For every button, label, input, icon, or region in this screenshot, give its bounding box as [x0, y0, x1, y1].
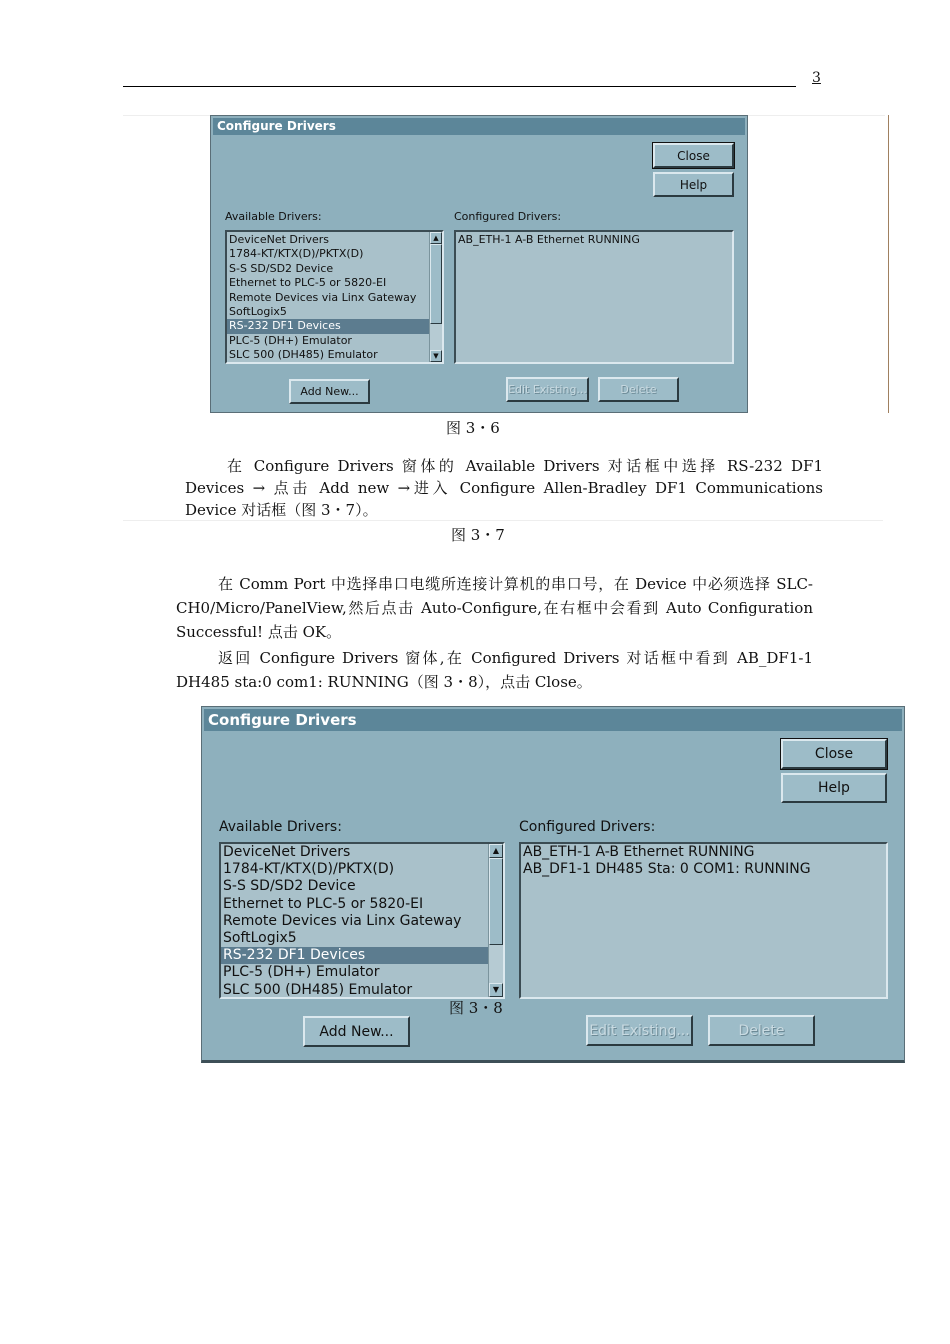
list-item[interactable]: RS-232 DF1 Devices	[227, 319, 429, 333]
available-drivers-list[interactable]	[225, 230, 444, 364]
delete-button[interactable]: Delete	[598, 377, 679, 402]
list-item[interactable]: 1784-KT/KTX(D)/PKTX(D)	[223, 861, 395, 878]
list-item[interactable]: AB_DF1-1 DH485 Sta: 0 COM1: RUNNING	[523, 861, 811, 878]
list-item[interactable]: RS-232 DF1 Devices	[221, 947, 488, 964]
header-rule	[123, 86, 796, 87]
help-button[interactable]: Help	[781, 773, 887, 803]
figure-3-6-caption: 图 3・6	[446, 419, 500, 437]
available-drivers-scrollbar[interactable]	[488, 844, 503, 997]
list-item[interactable]: PLC-5 (DH+) Emulator	[229, 333, 352, 347]
instruction-paragraph-3: 返回 Configure Drivers 窗体,在 Configured Drivers 对话框中看到 AB_DF1-1 DH485 sta:0 com1: RUNNING（图 3・8），点击 Close。	[176, 649, 813, 691]
available-drivers-label: Available Drivers:	[219, 819, 342, 835]
configured-drivers-label: Configured Drivers:	[454, 210, 562, 223]
list-item[interactable]: Ethernet to PLC-5 or 5820-EI	[229, 276, 387, 290]
list-item[interactable]: DeviceNet Drivers	[229, 233, 330, 246]
list-item[interactable]: S-S SD/SD2 Device	[229, 261, 334, 275]
list-item[interactable]: Remote Devices via Linx Gateway	[223, 912, 462, 929]
close-button[interactable]: Close	[781, 739, 887, 769]
list-item[interactable]: 1784-KT/KTX(D)/PKTX(D)	[229, 247, 364, 261]
delete-button[interactable]: Delete	[708, 1015, 815, 1046]
scroll-up-icon[interactable]: ▲	[489, 844, 503, 858]
instruction-paragraph-1: 在 Configure Drivers 窗体的 Available Drivers 对话框中选择 RS-232 DF1 Devices → 点击 Add new →进入 Configure Allen-Bradley DF1 Communications Device 对话框（图 3・7）。	[185, 457, 823, 519]
figure-3-8-caption: 图 3・8	[449, 999, 503, 1017]
add-new-button[interactable]: Add New...	[303, 1016, 410, 1047]
dialog-title: Configure Drivers	[213, 118, 745, 135]
list-item[interactable]: DeviceNet Drivers	[223, 844, 351, 860]
close-button[interactable]: Close	[653, 143, 734, 168]
instruction-paragraph-2: 在 Comm Port 中选择串口电缆所连接计算机的串口号，在 Device 中必须选择 SLC-CH0/Micro/PanelView,然后点击 Auto-Configure,在右框中会看到 Auto Configuration Successful! 点击 OK。	[176, 575, 813, 641]
available-drivers-scrollbar[interactable]	[429, 232, 442, 362]
figure-side-rule	[888, 115, 889, 413]
list-item[interactable]: AB_ETH-1 A-B Ethernet RUNNING	[523, 844, 755, 860]
scroll-up-icon[interactable]: ▲	[430, 232, 442, 244]
edit-existing-button[interactable]: Edit Existing...	[586, 1015, 693, 1046]
list-item[interactable]: SLC 500 (DH485) Emulator	[229, 348, 378, 362]
list-item[interactable]: Ethernet to PLC-5 or 5820-EI	[223, 895, 424, 912]
list-item[interactable]: PLC-5 (DH+) Emulator	[223, 964, 380, 981]
help-button[interactable]: Help	[653, 172, 734, 197]
figure-3-7-separator	[123, 520, 883, 521]
list-item[interactable]: SLC 500 (DH485) Emulator	[223, 981, 413, 998]
configured-drivers-label: Configured Drivers:	[519, 819, 656, 835]
scroll-down-icon[interactable]: ▼	[489, 983, 503, 997]
scroll-down-icon[interactable]: ▼	[430, 350, 442, 362]
edit-existing-button[interactable]: Edit Existing...	[506, 377, 589, 402]
list-item[interactable]: SoftLogix5	[223, 930, 297, 947]
scroll-thumb[interactable]	[430, 244, 442, 324]
list-item[interactable]: AB_ETH-1 A-B Ethernet RUNNING	[458, 233, 640, 246]
add-new-button[interactable]: Add New...	[289, 379, 370, 404]
list-item[interactable]: S-S SD/SD2 Device	[223, 878, 356, 895]
available-drivers-list[interactable]	[219, 842, 505, 999]
figure-3-7-caption: 图 3・7	[451, 526, 505, 544]
configured-drivers-list[interactable]	[519, 842, 888, 999]
available-drivers-label: Available Drivers:	[225, 210, 322, 223]
list-item[interactable]: SoftLogix5	[229, 305, 287, 319]
configured-drivers-list[interactable]	[454, 230, 734, 364]
configure-drivers-dialog-large	[201, 706, 905, 1063]
scroll-thumb[interactable]	[489, 858, 503, 945]
configure-drivers-dialog-small	[210, 115, 748, 413]
list-item[interactable]: Remote Devices via Linx Gateway	[229, 290, 417, 304]
page-number: 3	[812, 70, 821, 86]
dialog-title: Configure Drivers	[204, 709, 902, 731]
